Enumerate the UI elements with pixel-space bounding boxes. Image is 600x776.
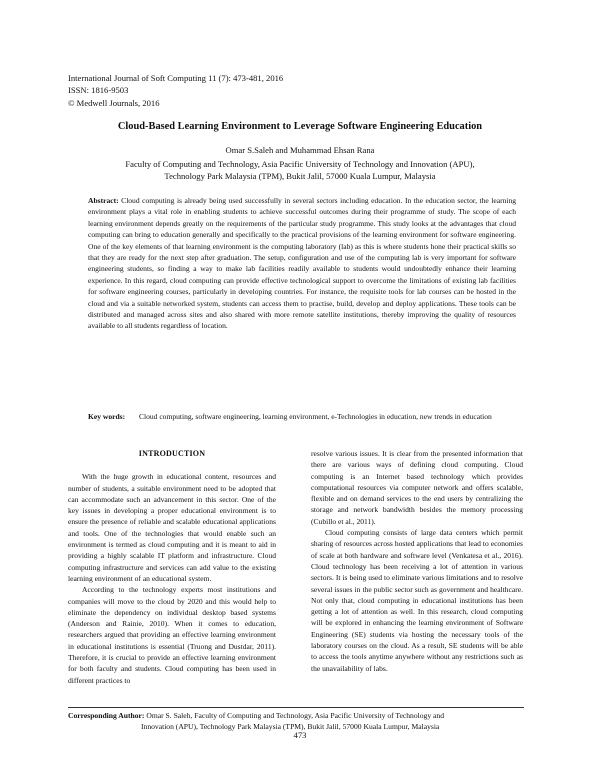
abstract (88, 195, 516, 332)
keywords-label: Key words: (88, 412, 126, 421)
intro-paragraph-1: With the huge growth in educational content, resources and number of students, a suitable environment need to be adopted that can accommodate such an advancement in this sector. One of the key issues in developing a proper educational environment is to ensure the presence of reliable and scalable educational applications and tools. One of the technologies that would enable such an environment is termed as cloud computing and it is meant to aid in providing a highly scalable IT platform and infrastructure. Cloud computing infrastructure and services can add value to the existing learning environment of an educational system. (68, 472, 276, 583)
keywords-text: Cloud computing, software engineering, learning environment, e-Technologies in education, new trends in education (139, 412, 492, 421)
affiliation-line-1: Faculty of Computing and Technology, Asia Pacific University of Technology and Innovation (APU), (125, 159, 475, 169)
paper-title: Cloud-Based Learning Environment to Leverage Software Engineering Education (117, 121, 483, 132)
corresponding-author-line-1: Omar S. Saleh, Faculty of Computing and Technology, Asia Pacific University of Technology and (146, 711, 445, 720)
keywords (88, 411, 518, 422)
journal-citation: International Journal of Soft Computing 11 (7): 473-481, 2016 (68, 73, 284, 83)
author-affiliation (40, 158, 560, 182)
abstract-text: Cloud computing is already being used successfully in several sectors including education. In the education sector, the learning environment plays a vital role in enabling students to achieve successful outcomes during their programme of study. The scope of each learning environment depends greatly on the requirements of the particular study programme. This study looks at the advantages that cloud computing can bring to education generally and specifically to the practical provisions of the learning environment for software engineering. One of the key elements of that learning environment is the computing laboratory (lab) as this is where students hone their practical skills so that they are ready for the next step after graduation. The setup, configuration and use of the computing lab is very important for software engineering students, so finding a way to make lab facilities readily available to students would undoubtedly enhance their learning experience. In this regard, cloud computing can provide effective technological support to overcome the limitations of existing lab facilities for software engineering courses, particularly in developing countries. For instance, the requisite tools for lab courses can be hosted in the cloud and via a suitable networked system, students can access them to practise, build, develop and deploy applications. These tools can be distributed and managed across sites and also shared with more remote satellite institutions, thereby improving the quality of resources available to all students regardless of location. (88, 196, 517, 331)
affiliation-line-2: Technology Park Malaysia (TPM), Bukit Jalil, 57000 Kuala Lumpur, Malaysia (164, 171, 436, 182)
corresponding-author (68, 711, 524, 732)
abstract-label: Abstract: (88, 196, 119, 205)
intro-paragraph-3: resolve various issues. It is clear from the presented information that there are various ways of defining cloud computing. Cloud computing is an Internet based technology which provides computational resources via computer network and offers scalable, flexible and on demand services to the end users by centralizing the storage and network bandwidth besides the memory processing (Cubillo et al., 2011). (311, 449, 523, 526)
introduction-heading: INTRODUCTION (138, 449, 206, 458)
journal-info (68, 72, 283, 109)
corresponding-author-label: Corresponding Author: (68, 711, 145, 720)
journal-copyright: © Medwell Journals, 2016 (68, 97, 160, 108)
intro-paragraph-2: According to the technology experts most institutions and companies will move to the cloud by 2020 and this would help to eliminate the dependency on individual desktop based systems (Anderson and Rainie, 2010). When it comes to education, researchers argued that providing an effective learning environment in educational institutions is essential (Truong and Dustdar, 2011). Therefore, it is crucial to provide an effective learning environment for both faculty and students. Cloud computing has been used in different practices to (68, 585, 276, 685)
left-column (68, 448, 276, 686)
intro-paragraph-4: Cloud computing consists of large data centers which permit sharing of resources across hosted applications that lead to economies of scale at both hardware and software level (Venkatesa et al., 2016). Cloud technology has been receiving a lot of attention in various sectors. It is being used to eliminate various limitations and to resolve several issues in the public sector such as government and healthcare. Not only that, cloud computing in educational institutions has been getting a lot of attention as well. In this research, cloud computing will be explored in enhancing the learning environment of Software Engineering (SE) students via hosting the necessary tools of the laboratory courses on the cloud. As a result, SE students will be able to access the tools anytime anywhere without any restrictions such as the unavailability of labs. (311, 528, 523, 673)
footer-divider (68, 707, 524, 708)
page-number: 473 (293, 730, 307, 740)
corresponding-author-line-2: Innovation (APU), Technology Park Malaysia (TPM), Bukit Jalil, 57000 Kuala Lumpur, Malaysia (141, 721, 440, 731)
right-column (311, 448, 523, 674)
journal-issn: ISSN: 1816-9503 (68, 85, 129, 96)
paper-authors: Omar S.Saleh and Muhammad Ehsan Rana (225, 145, 375, 155)
